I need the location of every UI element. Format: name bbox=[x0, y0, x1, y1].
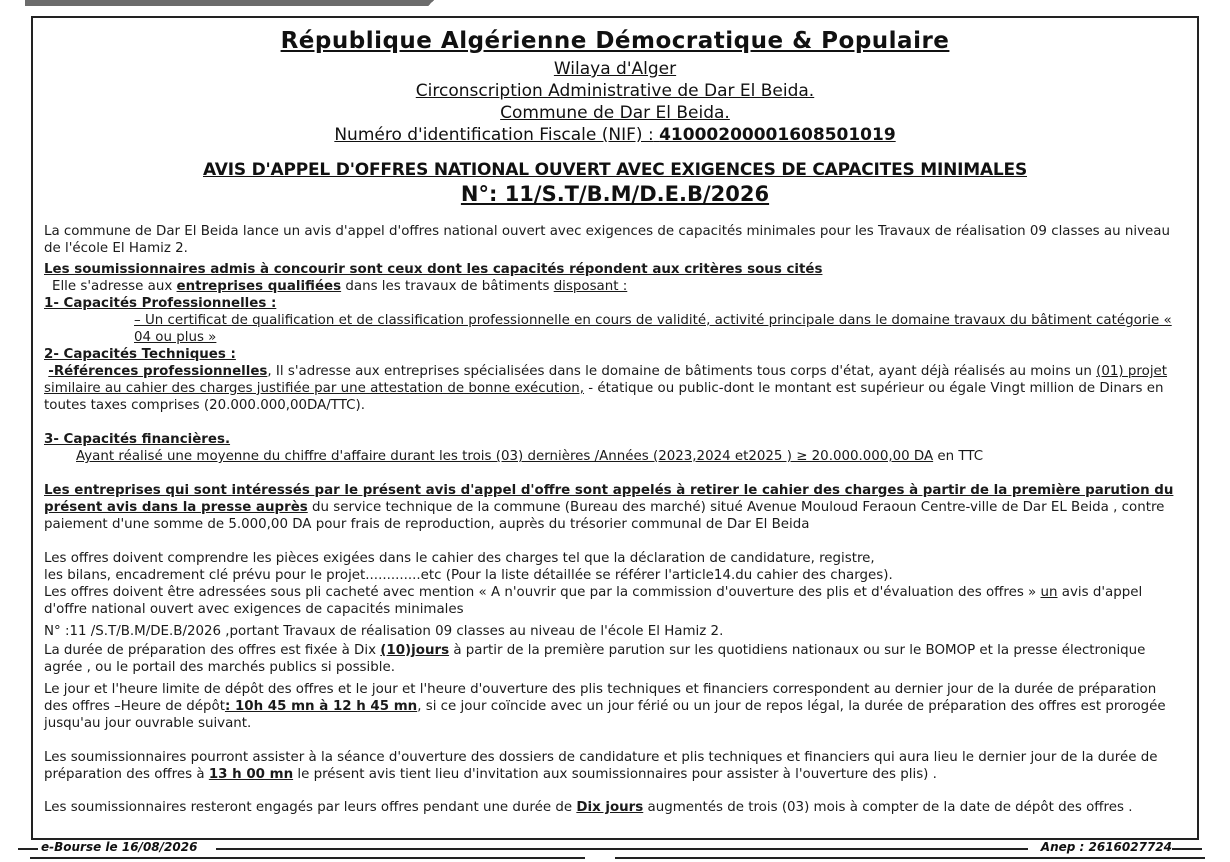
footer-rule-left bbox=[18, 848, 38, 850]
top-decorative-corner bbox=[420, 0, 442, 6]
mention-reference: N° :11 /S.T/B.M/DE.B/2026 ,portant Travaux de réalisation 09 classes au niveau de l'école El Hamiz 2. bbox=[44, 624, 724, 639]
retrait-paragraph: Les entreprises qui sont intéressés par le présent avis d'appel d'offre sont appelés à retirer le cahier des charges à partir de la première parution du présent avis dans la presse auprès du service technique de la commune (Bureau des marché) situé Avenue Mouloud Feraoun Centre-ville de Dar EL Beida , contre paiement d'une somme de 5.000,00 DA pour frais de reproduction, auprès du trésorier communal de Dar El Beida bbox=[44, 483, 1174, 532]
engagement-paragraph: Les soumissionnaires resteront engagés par leurs offres pendant une durée de Dix jours augmentés de trois (03) mois à compter de la date de dépôt des offres . bbox=[44, 800, 1133, 815]
depot-paragraph: Le jour et l'heure limite de dépôt des offres et le jour et l'heure d'ouverture des plis techniques et financiers correspondent au dernier jour de la durée de préparation des offres –Heure de dépôt: 10h 45 mn à 12 h 45 mn, si ce jour coïncide avec un jour férié ou un jour de repos légal, la durée de préparation des offres est prorogée jusqu'au jour ouvrable suivant. bbox=[44, 682, 1166, 731]
avis-number: N°: 11/S.T/B.M/D.E.B/2026 bbox=[460, 182, 770, 206]
intro-paragraph: La commune de Dar El Beida lance un avis d'appel d'offres national ouvert avec exigences de capacités minimales pour les Travaux de réalisation 09 classes au niveau de l'école El Hamiz 2. bbox=[44, 224, 1170, 256]
mention-paragraph: Les offres doivent être adressées sous pli cacheté avec mention « A n'ouvrir que par la commission d'ouverture des plis et d'évaluation des offres » un avis d'appel d'offre national ouvert avec exigences de capacités minimales bbox=[44, 585, 1143, 617]
footer-anep: Anep : 2616027724 bbox=[1040, 840, 1172, 854]
section-3-text: Ayant réalisé une moyenne du chiffre d'affaire durant les trois (03) dernières /Années (2023,2024 et2025 ) ≥ 20.000.000,00 DA en TTC bbox=[76, 449, 984, 464]
top-decorative-strip bbox=[25, 0, 420, 6]
bottom-rule-right bbox=[615, 857, 1205, 859]
nif-line bbox=[0, 125, 1230, 145]
republic-heading: République Algérienne Démocratique & Populaire bbox=[280, 28, 950, 54]
circonscription-heading: Circonscription Administrative de Dar El Beida. bbox=[415, 81, 815, 101]
wilaya-heading: Wilaya d'Alger bbox=[553, 59, 677, 79]
adresse-line: Elle s'adresse aux entreprises qualifiées dans les travaux de bâtiments disposant : bbox=[52, 279, 628, 294]
footer-rule-right bbox=[1172, 848, 1202, 850]
avis-title: AVIS D'APPEL D'OFFRES NATIONAL OUVERT AVEC EXIGENCES DE CAPACITES MINIMALES bbox=[202, 160, 1028, 180]
commune-heading: Commune de Dar El Beida. bbox=[500, 103, 730, 123]
section-2-text: -Références professionnelles, Il s'adresse aux entreprises spécialisées dans le domaine de bâtiments tous corps d'état, ayant déjà réalisés au moins un (01) projet similaire au cahier des charges justifiée par une attestation de bonne exécution, - étatique ou public-dont le montant est supérieur ou égale Vingt million de Dinars en toutes taxes comprises (20.000.000,00DA/TTC). bbox=[44, 364, 1168, 413]
bottom-rule-left bbox=[30, 857, 585, 859]
duree-paragraph: La durée de préparation des offres est fixée à Dix (10)jours à partir de la première parution sur les quotidiens nationaux ou sur le BOMOP et la presse électronique agrée , ou le portail des marchés publics si possible. bbox=[44, 643, 1146, 675]
pieces-line-2: les bilans, encadrement clé prévu pour le projet.............etc (Pour la liste détaillée se référer l'article14.du cahier des charges). bbox=[44, 568, 893, 583]
section-2-title: 2- Capacités Techniques : bbox=[44, 347, 236, 362]
section-3-title: 3- Capacités financières. bbox=[44, 432, 231, 447]
admis-line: Les soumissionnaires admis à concourir sont ceux dont les capacités répondent aux critères sous cités bbox=[44, 262, 823, 277]
seance-paragraph: Les soumissionnaires pourront assister à la séance d'ouverture des dossiers de candidature et plis techniques et financiers qui aura lieu le dernier jour de la durée de préparation des offres à 13 h 00 mn le présent avis tient lieu d'invitation aux soumissionnaires pour assister à l'ouverture des plis) . bbox=[44, 750, 1158, 782]
section-1-text: – Un certificat de qualification et de classification professionnelle en cours de validité, activité principale dans le domaine travaux du bâtiment catégorie « 04 ou plus » bbox=[134, 313, 1172, 345]
pieces-line-1: Les offres doivent comprendre les pièces exigées dans le cahier des charges tel que la déclaration de candidature, registre, bbox=[44, 551, 875, 566]
nif-value: 41000200001608501019 bbox=[659, 125, 896, 145]
nif-label: Numéro d'identification Fiscale (NIF) : bbox=[334, 125, 654, 145]
footer-source: e-Bourse le 16/08/2026 bbox=[41, 840, 198, 854]
section-1-title: 1- Capacités Professionnelles : bbox=[44, 296, 277, 311]
footer-rule-middle bbox=[216, 848, 1028, 850]
